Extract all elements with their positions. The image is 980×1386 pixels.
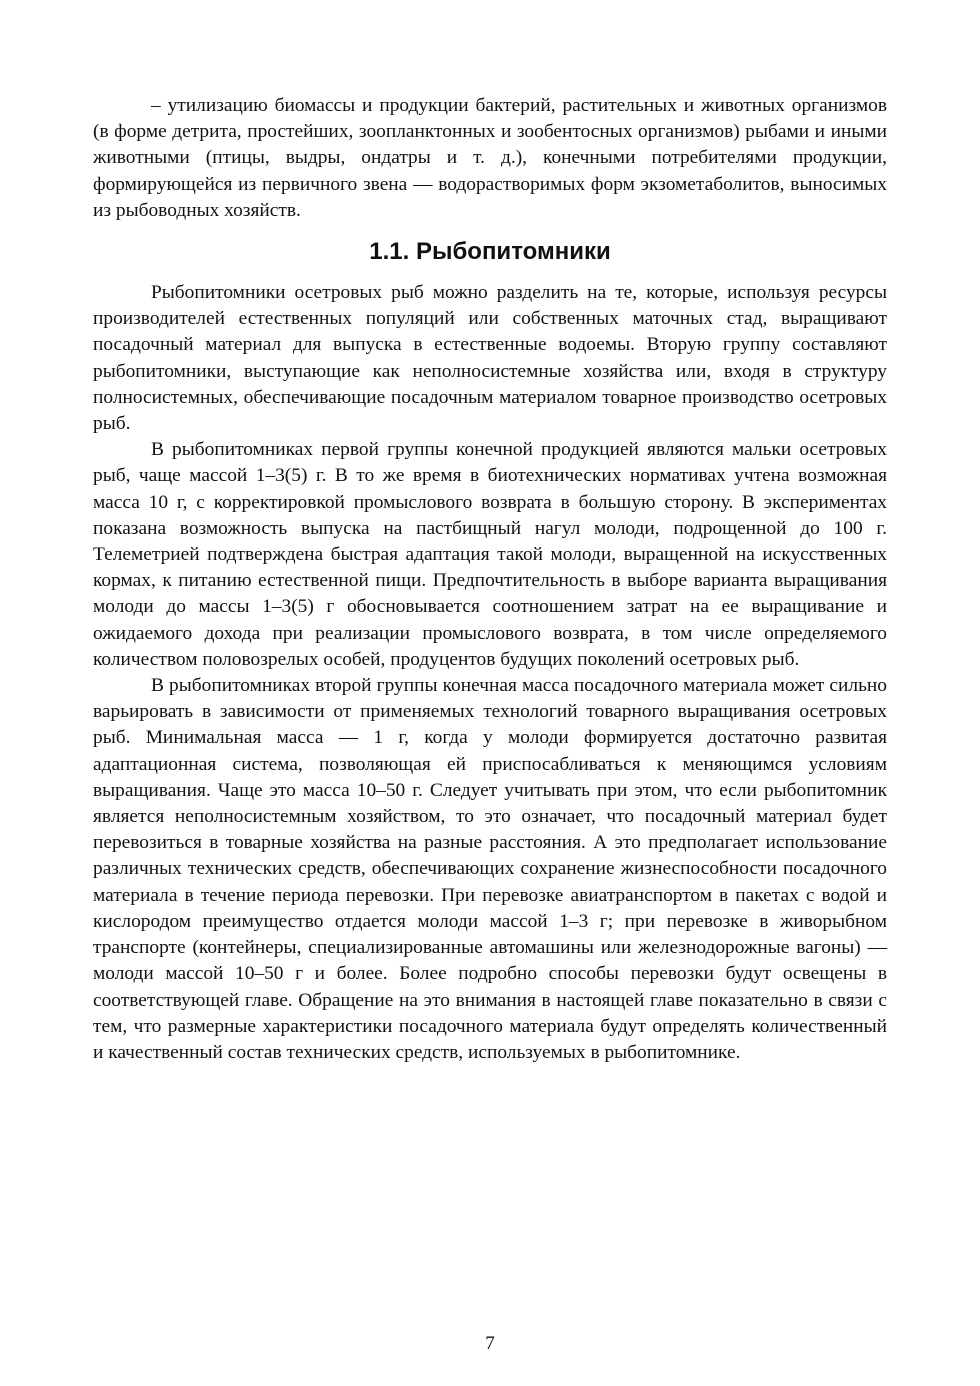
section-heading: 1.1. Рыбопитомники (369, 238, 611, 266)
intro-paragraph: – утилизацию биомассы и продукции бактерий, растительных и животных организмов (в форме детрита, простейших, зоопланктонных и зообентосных организмов) рыбами и иными животными (птицы, выдры, ондатры и т. д.), конечными потребителями продукции, формирующейся из первичного звена — водорастворимых форм экзометаболитов, выносимых из рыбоводных хозяйств. (93, 95, 887, 221)
body-paragraph: В рыбопитомниках второй группы конечная масса посадочного материала может сильно варьировать в зависимости от применяемых технологий товарного выращивания осетровых рыб. Минимальная масса — 1 г, когда у молоди формируется достаточно развитая адаптационная система, позволяющая ей приспосабливаться к меняющимся условиям выращивания. Чаще это масса 10–50 г. Следует учитывать при этом, что если рыбопитомник является неполносистемным хозяйством, то это означает, что посадочный материал будет перевозиться в товарные хозяйства на разные расстояния. А это предполагает использование различных технических средств, обеспечивающих сохранение жизнеспособности посадочного материала в течение периода перевозки. При перевозке авиатранспортом в пакетах с водой и кислородом преимущество отдается молоди массой 1–3 г; при перевозке в живорыбном транспорте (контейнеры, специализированные автомашины или железнодорожные вагоны) — молоди массой 10–50 г и более. Более подробно способы перевозки будут освещены в соответствующей главе. Обращение на это внимания в настоящей главе показательно в связи с тем, что размерные характеристики посадочного материала будут определять количественный и качественный состав технических средств, используемых в рыбопитомнике. (93, 675, 887, 1063)
body-paragraph: Рыбопитомники осетровых рыб можно разделить на те, которые, используя ресурсы производителей естественных популяций или собственных маточных стад, выращивают посадочный материал для выпуска в естественные водоемы. Вторую группу составляют рыбопитомники, выступающие как неполносистемные хозяйства или, входя в структуру полносистемных, обеспечивающие посадочным материалом товарное производство осетровых рыб. (93, 282, 887, 435)
page-number: 7 (485, 1333, 495, 1354)
body-paragraph: В рыбопитомниках первой группы конечной продукцией являются мальки осетровых рыб, чаще массой 1–3(5) г. В то же время в биотехнических нормативах учтена возможная масса 10 г, с корректировкой промыслового возврата в большую сторону. В экспериментах показана возможность выпуска на пастбищный нагул молоди, подрощенной до 100 г. Телеметрией подтверждена быстрая адаптация такой молоди, выращенной на искусственных кормах, к питанию естественной пищи. Предпочтительность в выборе варианта выращивания молоди до массы 1–3(5) г обосновывается соотношением затрат на ее выращивание и ожидаемого дохода при реализации промыслового возврата, в том числе определяемого количеством половозрелых особей, продуцентов будущих поколений осетровых рыб. (93, 439, 887, 670)
page-body (93, 93, 887, 1066)
